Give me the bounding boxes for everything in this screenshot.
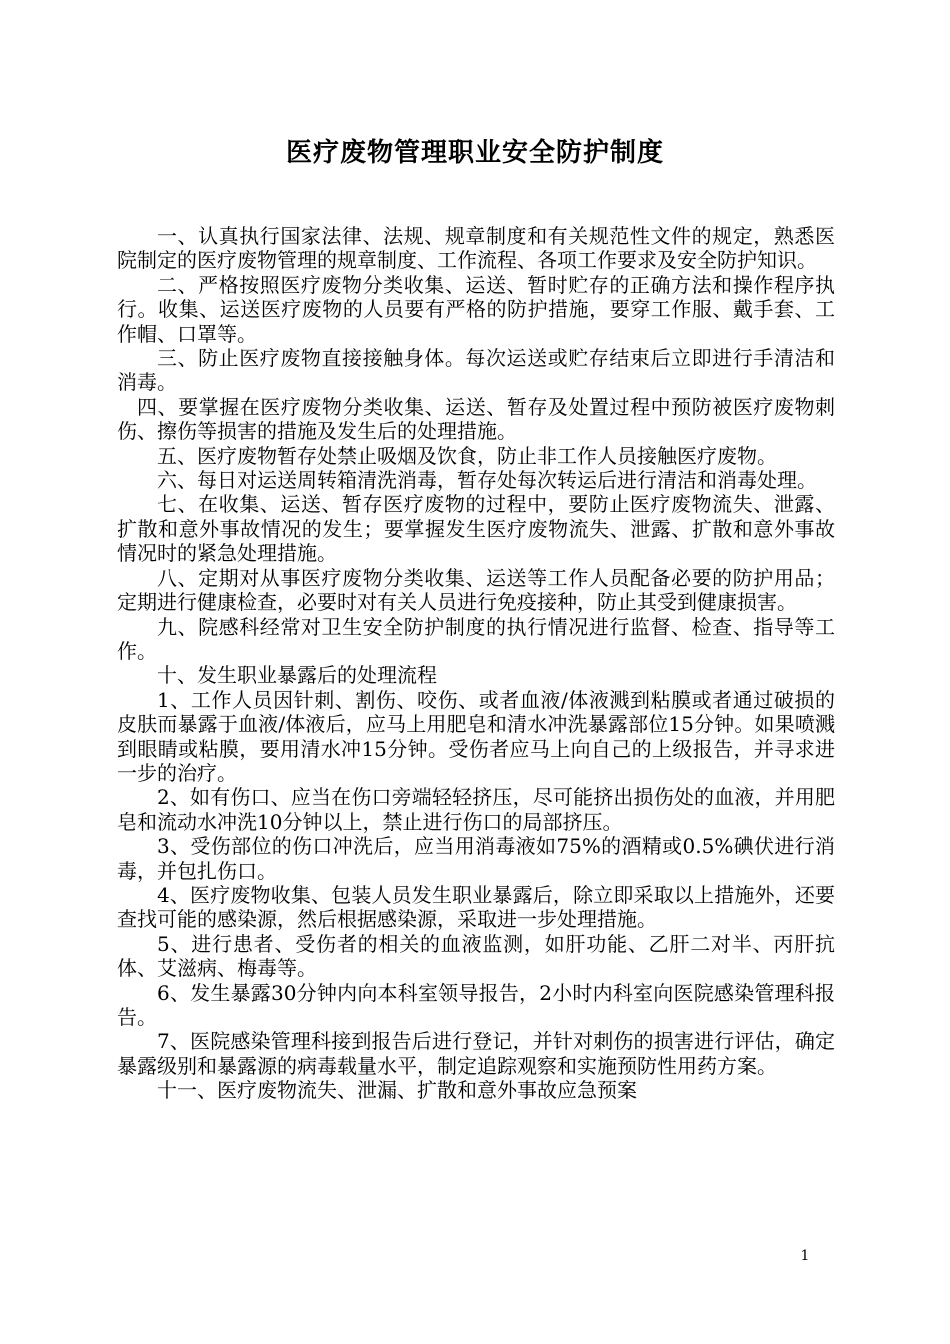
paragraph-6: 六、每日对运送周转箱清洗消毒，暂存处每次转运后进行清洁和消毒处理。 (157, 468, 817, 493)
paragraph-2: 二、严格按照医疗废物分类收集、运送、暂时贮存的正确方法和操作程序执行。收集、运送医疗废物的人员要有严格的防护措施，要穿工作服、戴手套、工作帽、口罩等。 (117, 272, 835, 346)
paragraph-5: 五、医疗废物暂存处禁止吸烟及饮食，防止非工作人员接触医疗废物。 (157, 443, 777, 468)
paragraph-9: 九、院感科经常对卫生安全防护制度的执行情况进行监督、检查、指导等工作。 (117, 614, 835, 663)
list-item-7: 7、医院感染管理科接到报告后进行登记，并针对刺伤的损害进行评估，确定暴露级别和暴露源的病毒载量水平，制定追踪观察和实施预防性用药方案。 (117, 1029, 835, 1078)
page-number: 1 (800, 1248, 810, 1264)
list-item-2: 2、如有伤口、应当在伤口旁端轻轻挤压，尽可能挤出损伤处的血液，并用肥皂和流动水冲洗10分钟以上，禁止进行伤口的局部挤压。 (117, 785, 835, 834)
section-heading-10: 十、发生职业暴露后的处理流程 (157, 663, 437, 688)
paragraph-1: 一、认真执行国家法律、法规、规章制度和有关规范性文件的规定，熟悉医院制定的医疗废物管理的规章制度、工作流程、各项工作要求及安全防护知识。 (117, 224, 835, 273)
document-title: 医疗废物管理职业安全防护制度 (285, 138, 664, 168)
section-heading-11: 十一、医疗废物流失、泄漏、扩散和意外事故应急预案 (157, 1078, 637, 1103)
paragraph-4: 四、要掌握在医疗废物分类收集、运送、暂存及处置过程中预防被医疗废物刺伤、擦伤等损害的措施及发生后的处理措施。 (117, 394, 835, 444)
list-item-6: 6、发生暴露30分钟内向本科室领导报告，2小时内科室向医院感染管理科报告。 (117, 980, 835, 1029)
list-item-5: 5、进行患者、受伤者的相关的血液监测，如肝功能、乙肝二对半、丙肝抗体、艾滋病、梅毒等。 (117, 931, 835, 981)
list-item-4: 4、医疗废物收集、包装人员发生职业暴露后，除立即采取以上措施外，还要查找可能的感染源，然后根据感染源，采取进一步处理措施。 (117, 882, 835, 932)
document-body (117, 224, 835, 1103)
paragraph-7: 七、在收集、运送、暂存医疗废物的过程中，要防止医疗废物流失、泄露、扩散和意外事故情况的发生；要掌握发生医疗废物流失、泄露、扩散和意外事故情况时的紧急处理措施。 (117, 492, 835, 566)
list-item-1: 1、工作人员因针刺、割伤、咬伤、或者血液/体液溅到粘膜或者通过破损的皮肤而暴露于血液/体液后，应马上用肥皂和清水冲洗暴露部位15分钟。如果喷溅到眼睛或粘膜，要用清水冲15分钟。受伤者应马上向自己的上级报告，并寻求进一步的治疗。 (117, 687, 835, 785)
list-item-3: 3、受伤部位的伤口冲洗后，应当用消毒液如75%的酒精或0.5%碘伏进行消毒，并包扎伤口。 (117, 834, 835, 883)
paragraph-3: 三、防止医疗废物直接接触身体。每次运送或贮存结束后立即进行手清洁和消毒。 (117, 346, 835, 395)
paragraph-8: 八、定期对从事医疗废物分类收集、运送等工作人员配备必要的防护用品；定期进行健康检查，必要时对有关人员进行免疫接种，防止其受到健康损害。 (117, 565, 835, 615)
